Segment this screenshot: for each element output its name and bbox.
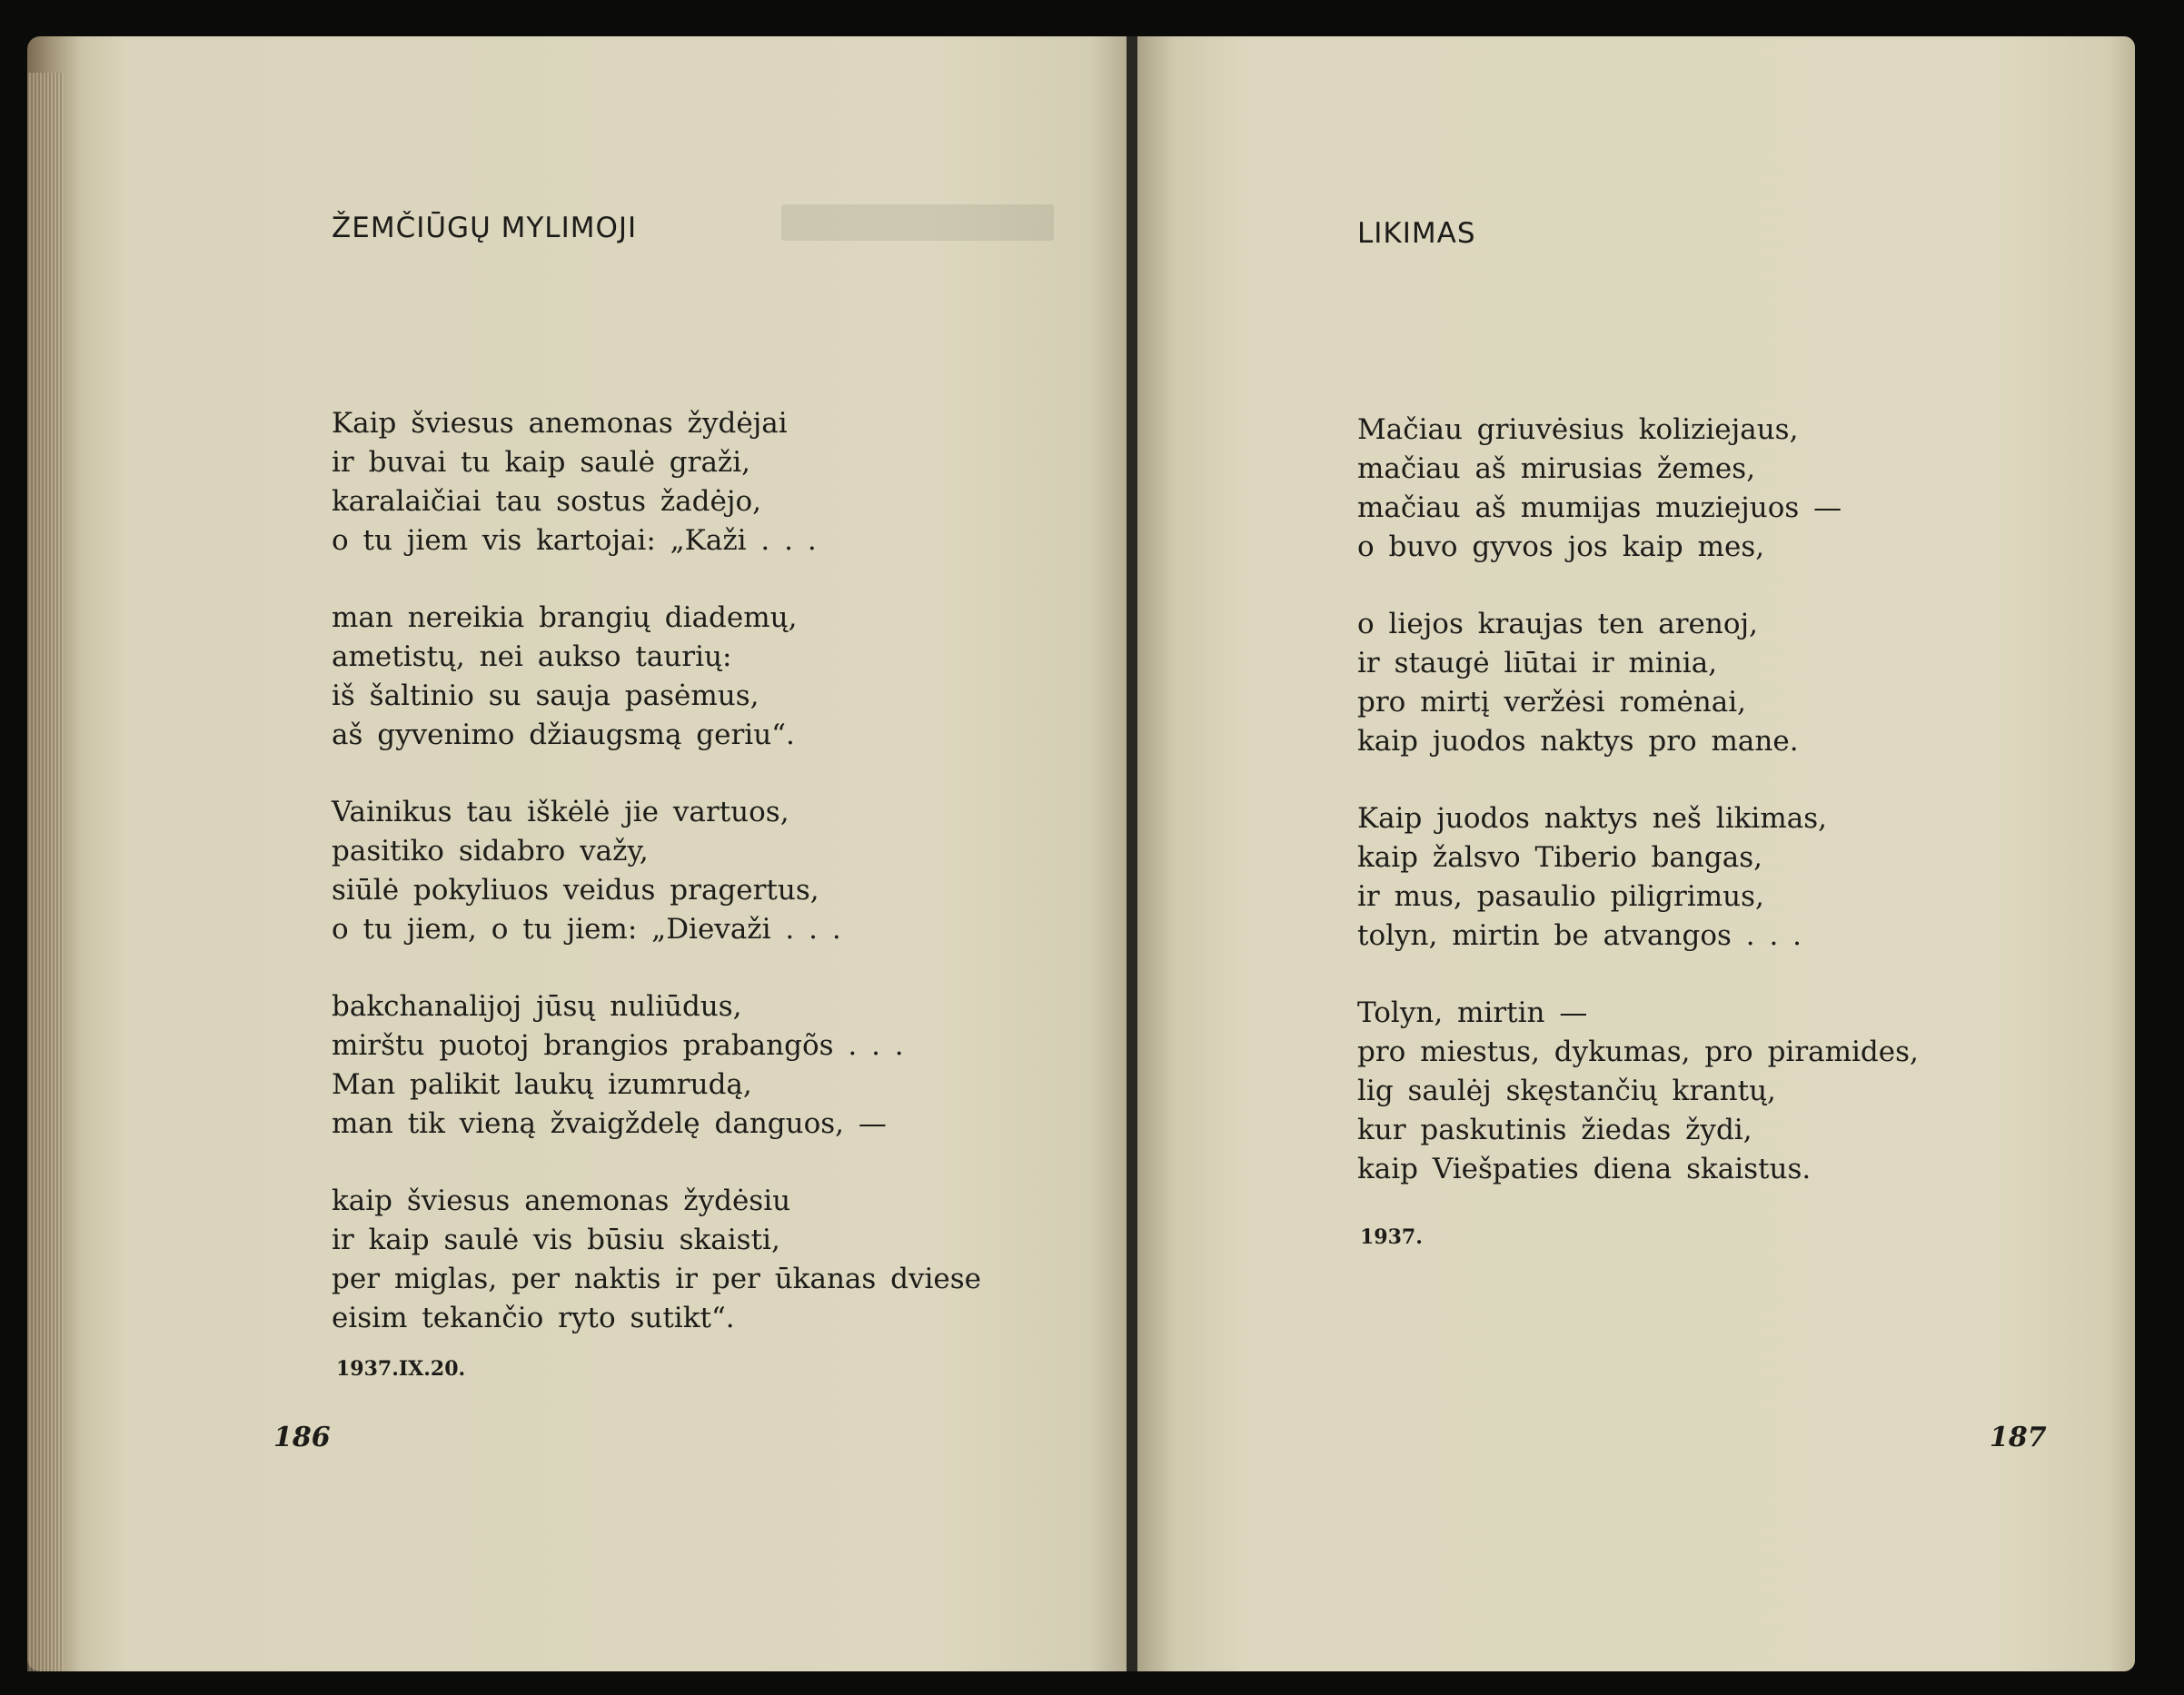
stanza [1357, 411, 1919, 567]
poem-title: ŽEMČIŪGŲ MYLIMOJI [332, 212, 638, 244]
stanza [332, 599, 981, 755]
poem-line: o tu jiem vis kartojai: „Kaži . . . [332, 524, 817, 557]
page-number: 186 [273, 1422, 331, 1453]
poem-line: aš gyvenimo džiaugsmą geriu“. [332, 719, 795, 751]
poem-line: mačiau aš mumijas muziejuos — [1357, 491, 1842, 524]
poem-body [332, 404, 981, 1376]
poem-line: Kaip šviesus anemonas žydėjai [332, 407, 788, 440]
poem-line: kaip Viešpaties diena skaistus. [1357, 1153, 1812, 1185]
poem-line: kur paskutinis žiedas žydi, [1357, 1114, 1752, 1146]
poem-line: ametistų, nei aukso taurių: [332, 640, 732, 673]
poem-line: ir kaip saulė vis būsiu skaisti, [332, 1224, 780, 1256]
poem-line: kaip juodos naktys pro mane. [1357, 725, 1799, 758]
poem-line: Mačiau griuvėsius koliziejaus, [1357, 413, 1799, 446]
poem-line: kaip žalsvo Tiberio bangas, [1357, 841, 1762, 874]
stanza [332, 987, 981, 1144]
left-page [27, 36, 1127, 1671]
poem-line: Vainikus tau iškėlė jie vartuos, [332, 796, 789, 828]
poem-line: o tu jiem, o tu jiem: „Dievaži . . . [332, 913, 841, 946]
stanza [332, 404, 981, 560]
bleed-through-text [781, 204, 1054, 241]
poem-title: LIKIMAS [1357, 217, 1476, 250]
poem-line: o buvo gyvos jos kaip mes, [1357, 530, 1765, 563]
poem-line: bakchanalijoj jūsų nuliūdus, [332, 990, 742, 1023]
poem-line: pasitiko sidabro važy, [332, 835, 649, 867]
stanza [332, 793, 981, 949]
poem-line: ir buvai tu kaip saulė graži, [332, 446, 751, 479]
poem-date: 1937.IX.20. [336, 1357, 466, 1381]
poem-line: iš šaltinio su sauja pasėmus, [332, 679, 759, 712]
poem-line: Kaip juodos naktys neš likimas, [1357, 802, 1827, 835]
poem-line: Man palikit laukų izumrudą, [332, 1068, 752, 1101]
poem-date: 1937. [1360, 1225, 1423, 1249]
poem-line: man tik vieną žvaigždelę danguos, — [332, 1107, 887, 1140]
stanza [332, 1182, 981, 1338]
poem-line: Tolyn, mirtin — [1357, 996, 1588, 1029]
page-number: 187 [1990, 1422, 2047, 1453]
stanza [1357, 799, 1919, 956]
poem-body [1357, 411, 1919, 1227]
poem-line: kaip šviesus anemonas žydėsiu [332, 1185, 791, 1217]
poem-line: eisim tekančio ryto sutikt“. [332, 1302, 735, 1334]
stanza [1357, 605, 1919, 761]
open-book [27, 36, 2135, 1671]
stanza [1357, 994, 1919, 1189]
poem-line: tolyn, mirtin be atvangos . . . [1357, 919, 1802, 952]
poem-line: karalaičiai tau sostus žadėjo, [332, 485, 761, 518]
poem-line: ir mus, pasaulio piligrimus, [1357, 880, 1764, 913]
book-gutter [1127, 36, 1137, 1671]
page-edges [27, 73, 64, 1671]
poem-line: siūlė pokyliuos veidus pragertus, [332, 874, 819, 907]
poem-line: per miglas, per naktis ir per ūkanas dviese [332, 1263, 982, 1295]
poem-line: o liejos kraujas ten arenoj, [1357, 608, 1759, 640]
poem-line: mačiau aš mirusias žemes, [1357, 452, 1756, 485]
poem-line: lig saulėj skęstančių krantų, [1357, 1075, 1776, 1107]
right-page [1137, 36, 2135, 1671]
poem-line: man nereikia brangių diademų, [332, 601, 798, 634]
poem-line: ir staugė liūtai ir minia, [1357, 647, 1718, 679]
poem-line: pro miestus, dykumas, pro piramides, [1357, 1036, 1919, 1068]
poem-line: mirštu puotoj brangios prabangõs . . . [332, 1029, 904, 1062]
poem-line: pro mirtį veržėsi romėnai, [1357, 686, 1747, 719]
